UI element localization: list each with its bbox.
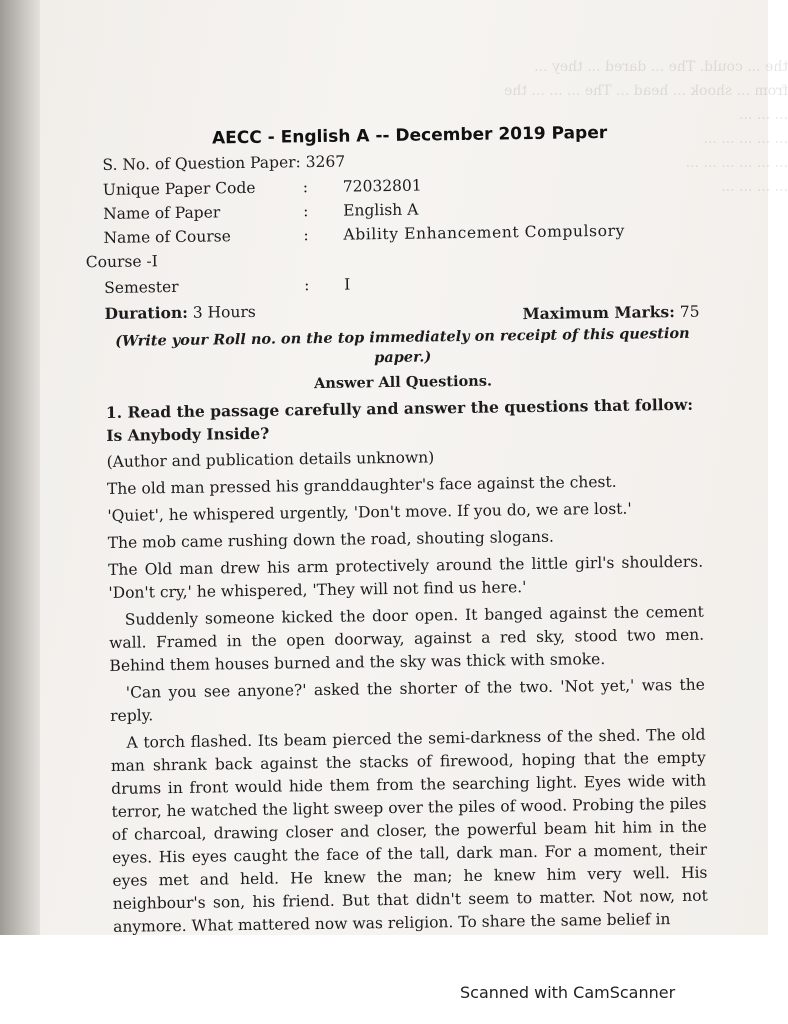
- field-label: Name of Paper: [103, 203, 221, 223]
- book-spine-shadow: [0, 0, 40, 935]
- scanner-watermark: Scanned with CamScanner: [460, 983, 676, 1002]
- max-marks-label: Maximum Marks:: [522, 302, 676, 324]
- paper-title: AECC - English A -- December 2019 Paper: [211, 122, 608, 149]
- field-label: Unique Paper Code: [102, 178, 256, 199]
- passage-paragraph: 'Quiet', he whispered urgently, 'Don't move. If you do, we are lost.': [107, 499, 632, 525]
- passage-paragraph: 'Can you see anyone?' asked the shorter of the two. 'Not yet,' was the reply.: [110, 675, 705, 725]
- field-colon: :: [303, 202, 309, 221]
- duration-value: 3 Hours: [192, 302, 256, 322]
- scanned-page: [40, 0, 788, 936]
- semester-label: Semester: [104, 277, 179, 297]
- passage-paragraph: Suddenly someone kicked the door open. It banged against the cement wall. Framed in the open doorway, against a red sky, stood two men. Behind them houses burned and the sky was thick with smoke.: [109, 602, 705, 675]
- duration: [104, 298, 256, 328]
- passage-paragraph: The old man pressed his granddaughter's face against the chest.: [106, 472, 617, 498]
- passage-paragraph: The Old man drew his arm protectively around the little girl's shoulders. 'Don't cry,' he whispered, 'They will not find us here.': [108, 552, 704, 602]
- exam-content: [85, 122, 708, 943]
- author-note: (Author and publication details unknown): [106, 448, 435, 471]
- bleed-through-text: the ... could. The ... dared ... they ... from ... shook ... head ... The ... ... ... the ... ... ... ... ... ... ... ... ... ... ... ... ... ... ... ... ... ...: [504, 59, 788, 195]
- field-colon: :: [303, 226, 309, 245]
- answer-all-instruction: Answer All Questions.: [314, 372, 493, 393]
- course-name-continuation: Course -I: [85, 252, 158, 272]
- field-value: Ability Enhancement Compulsory: [343, 221, 626, 244]
- passage-paragraph: The mob came rushing down the road, shouting slogans.: [107, 527, 555, 552]
- field-value: English A: [343, 200, 419, 220]
- field-value: 72032801: [342, 176, 422, 196]
- field-colon: :: [302, 178, 309, 197]
- field-label: Name of Course: [103, 227, 231, 247]
- roll-number-instruction: (Write your Roll no. on the top immediately on receipt of this question paper.): [115, 324, 690, 367]
- serial-number-line: S. No. of Question Paper: 3267: [102, 152, 346, 174]
- max-marks-value: 75: [679, 302, 700, 321]
- semester-value: I: [344, 275, 351, 294]
- question-1-prompt: 1. Read the passage carefully and answer the questions that follow:: [105, 394, 694, 422]
- passage-title: Is Anybody Inside?: [106, 423, 270, 445]
- duration-label: Duration:: [104, 302, 188, 323]
- max-marks: [522, 292, 699, 322]
- passage-paragraph: A torch flashed. Its beam pierced the semi-darkness of the shed. The old man shrank back against the stacks of firewood, hoping that the empty drums in front would hide them from the searching light. Eyes wide with terror, he watched the light sweep over the piles of wood. Probing the piles of charcoal, drawing closer and closer, the powerful beam hit him in the eyes. His eyes caught the face of the tall, dark man. For a moment, their eyes met and held. He knew the man; he knew him very well. His neighbour's son, his friend. But that didn't seem to matter. Not now, not anymore. What mattered now was religion. To share the same belief in: [110, 725, 708, 936]
- field-colon: :: [304, 276, 310, 295]
